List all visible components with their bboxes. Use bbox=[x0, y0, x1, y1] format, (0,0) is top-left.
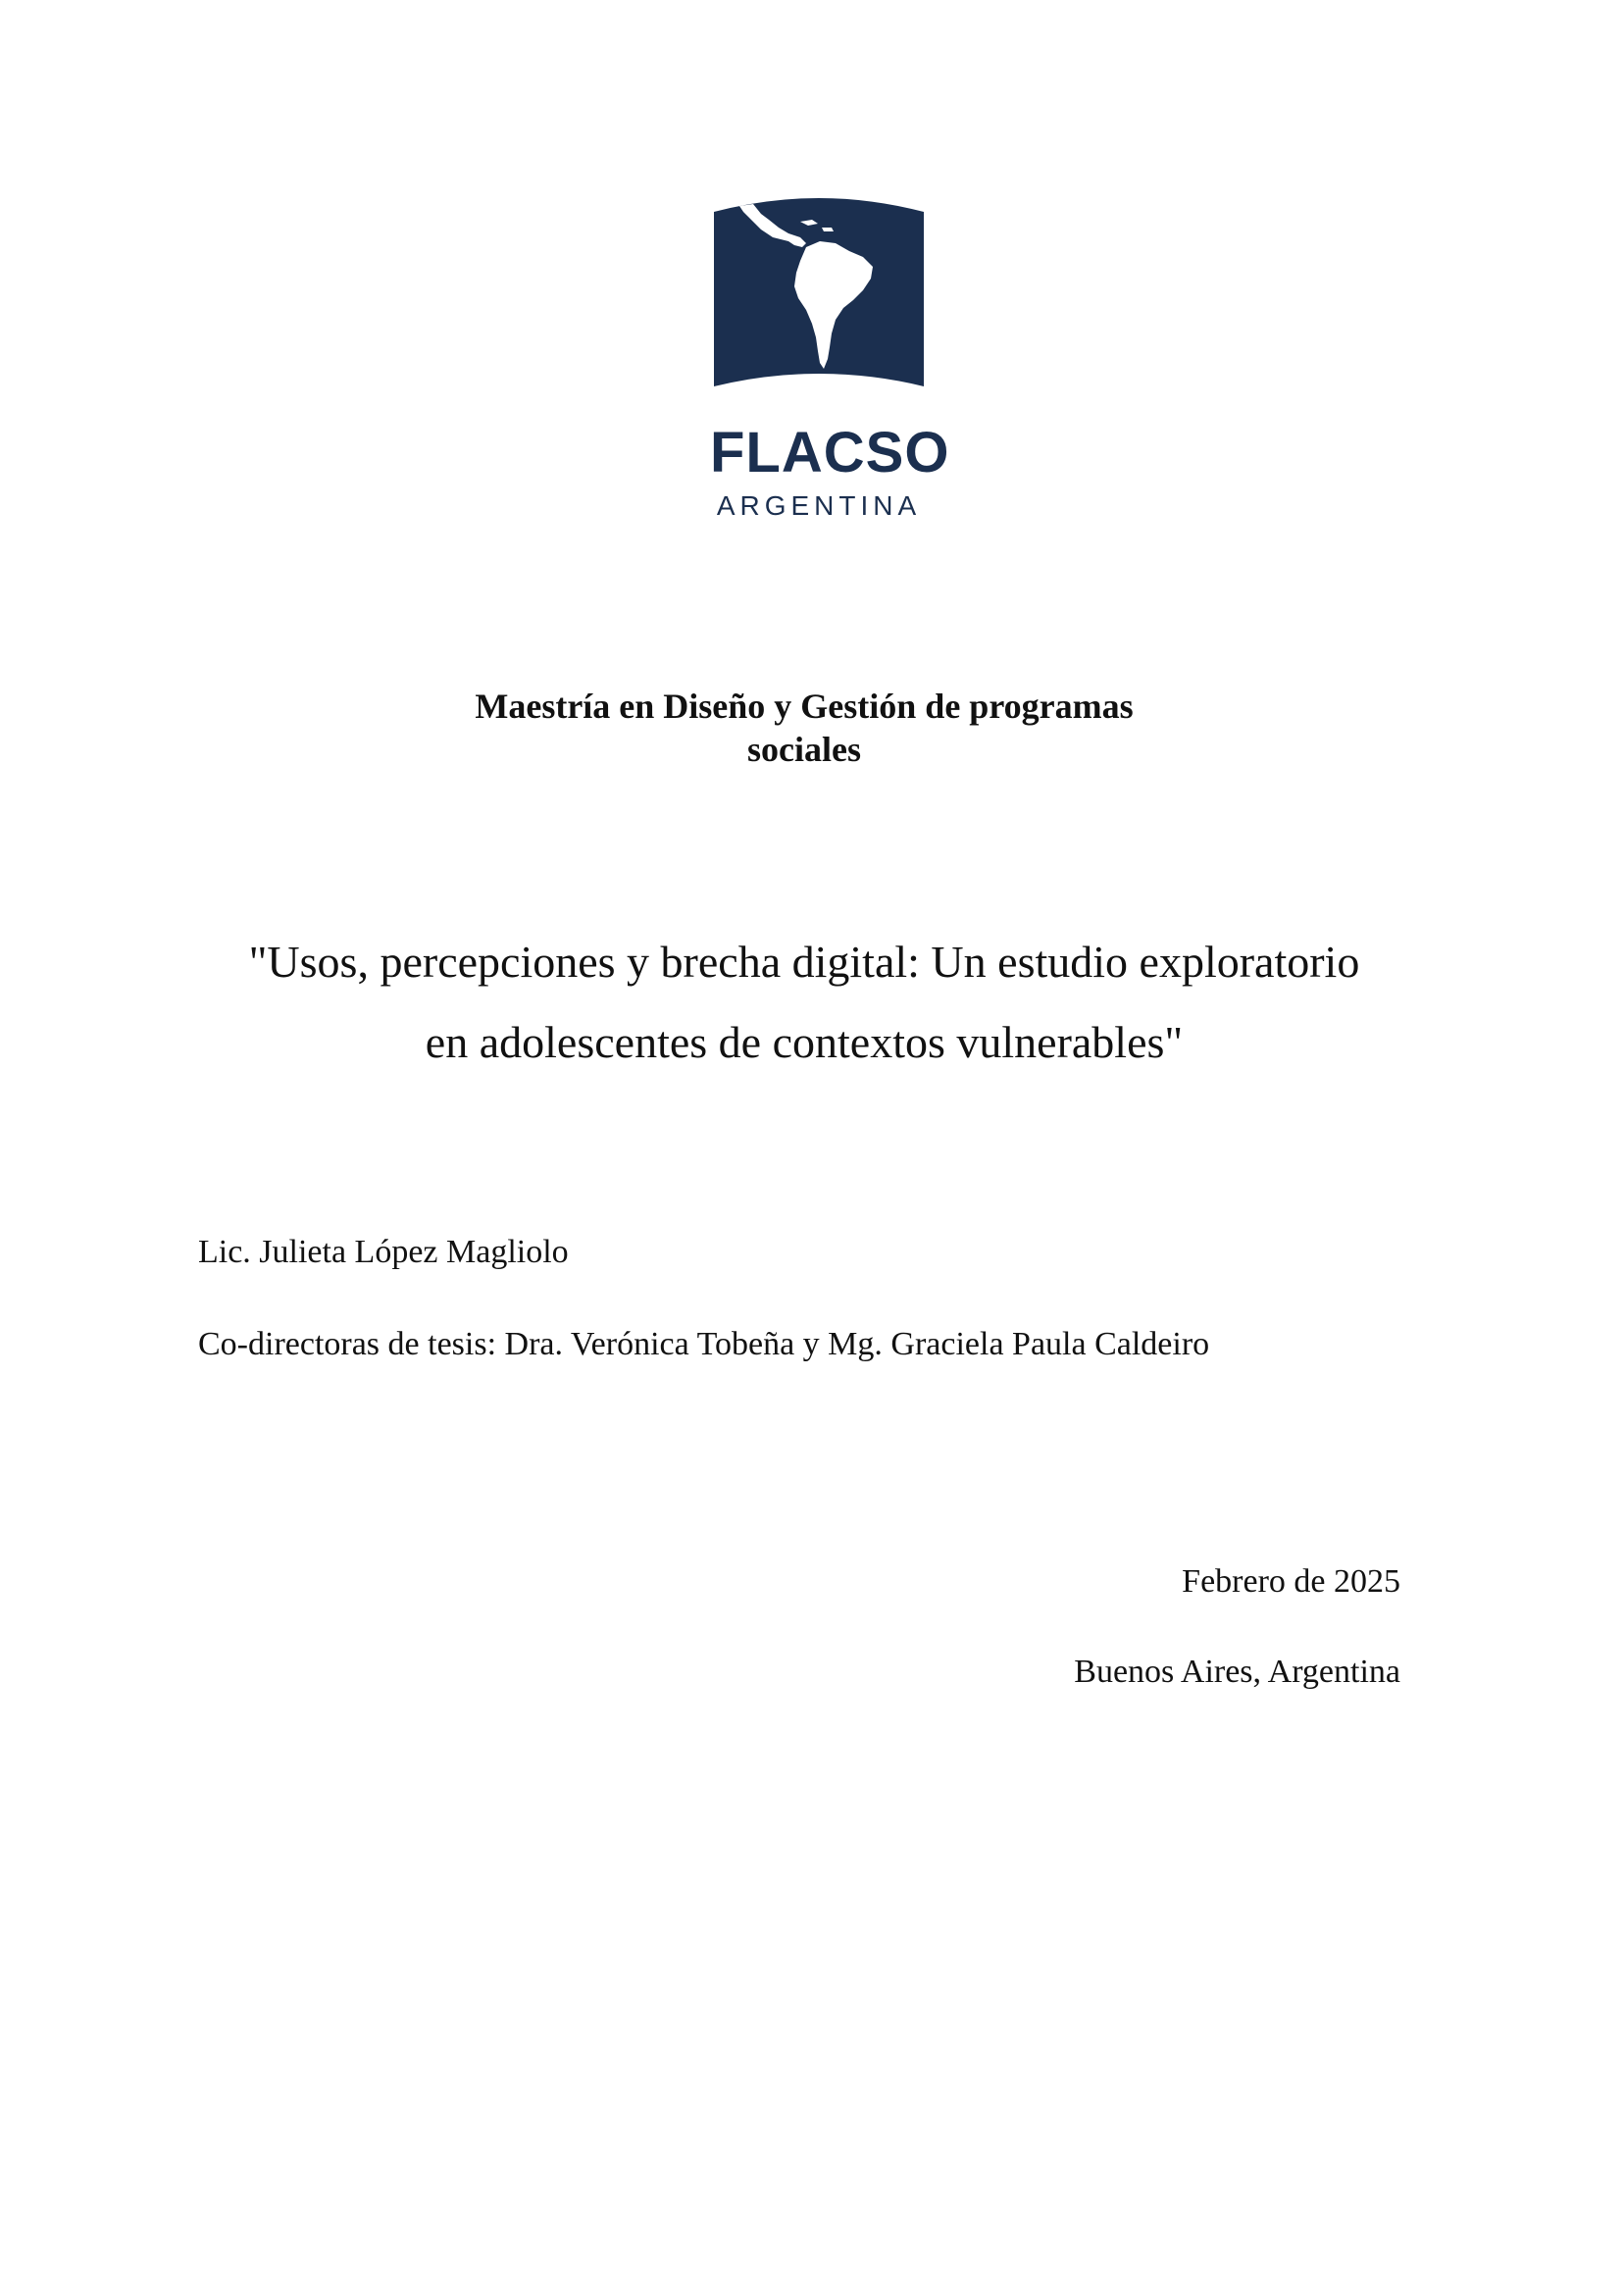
program-line-2: sociales bbox=[747, 730, 861, 769]
thesis-title bbox=[157, 922, 1451, 1083]
latin-america-map-icon bbox=[710, 194, 928, 400]
flacso-logo bbox=[710, 194, 950, 528]
publication-date: Febrero de 2025 bbox=[1182, 1563, 1400, 1600]
logo-name: FLACSO bbox=[710, 421, 950, 484]
thesis-directors: Co-directoras de tesis: Dra. Verónica Tobeña y Mg. Graciela Paula Caldeiro bbox=[198, 1326, 1210, 1362]
program-heading bbox=[294, 685, 1314, 771]
program-line-1: Maestría en Diseño y Gestión de programas bbox=[475, 687, 1134, 726]
publication-place: Buenos Aires, Argentina bbox=[1074, 1654, 1400, 1690]
author-name: Lic. Julieta López Magliolo bbox=[198, 1234, 569, 1270]
thesis-title-line-2: en adolescentes de contextos vulnerables" bbox=[425, 1017, 1184, 1067]
logo-subtitle: ARGENTINA bbox=[716, 490, 922, 521]
thesis-title-line-1: "Usos, percepciones y brecha digital: Un estudio exploratorio bbox=[248, 937, 1360, 987]
